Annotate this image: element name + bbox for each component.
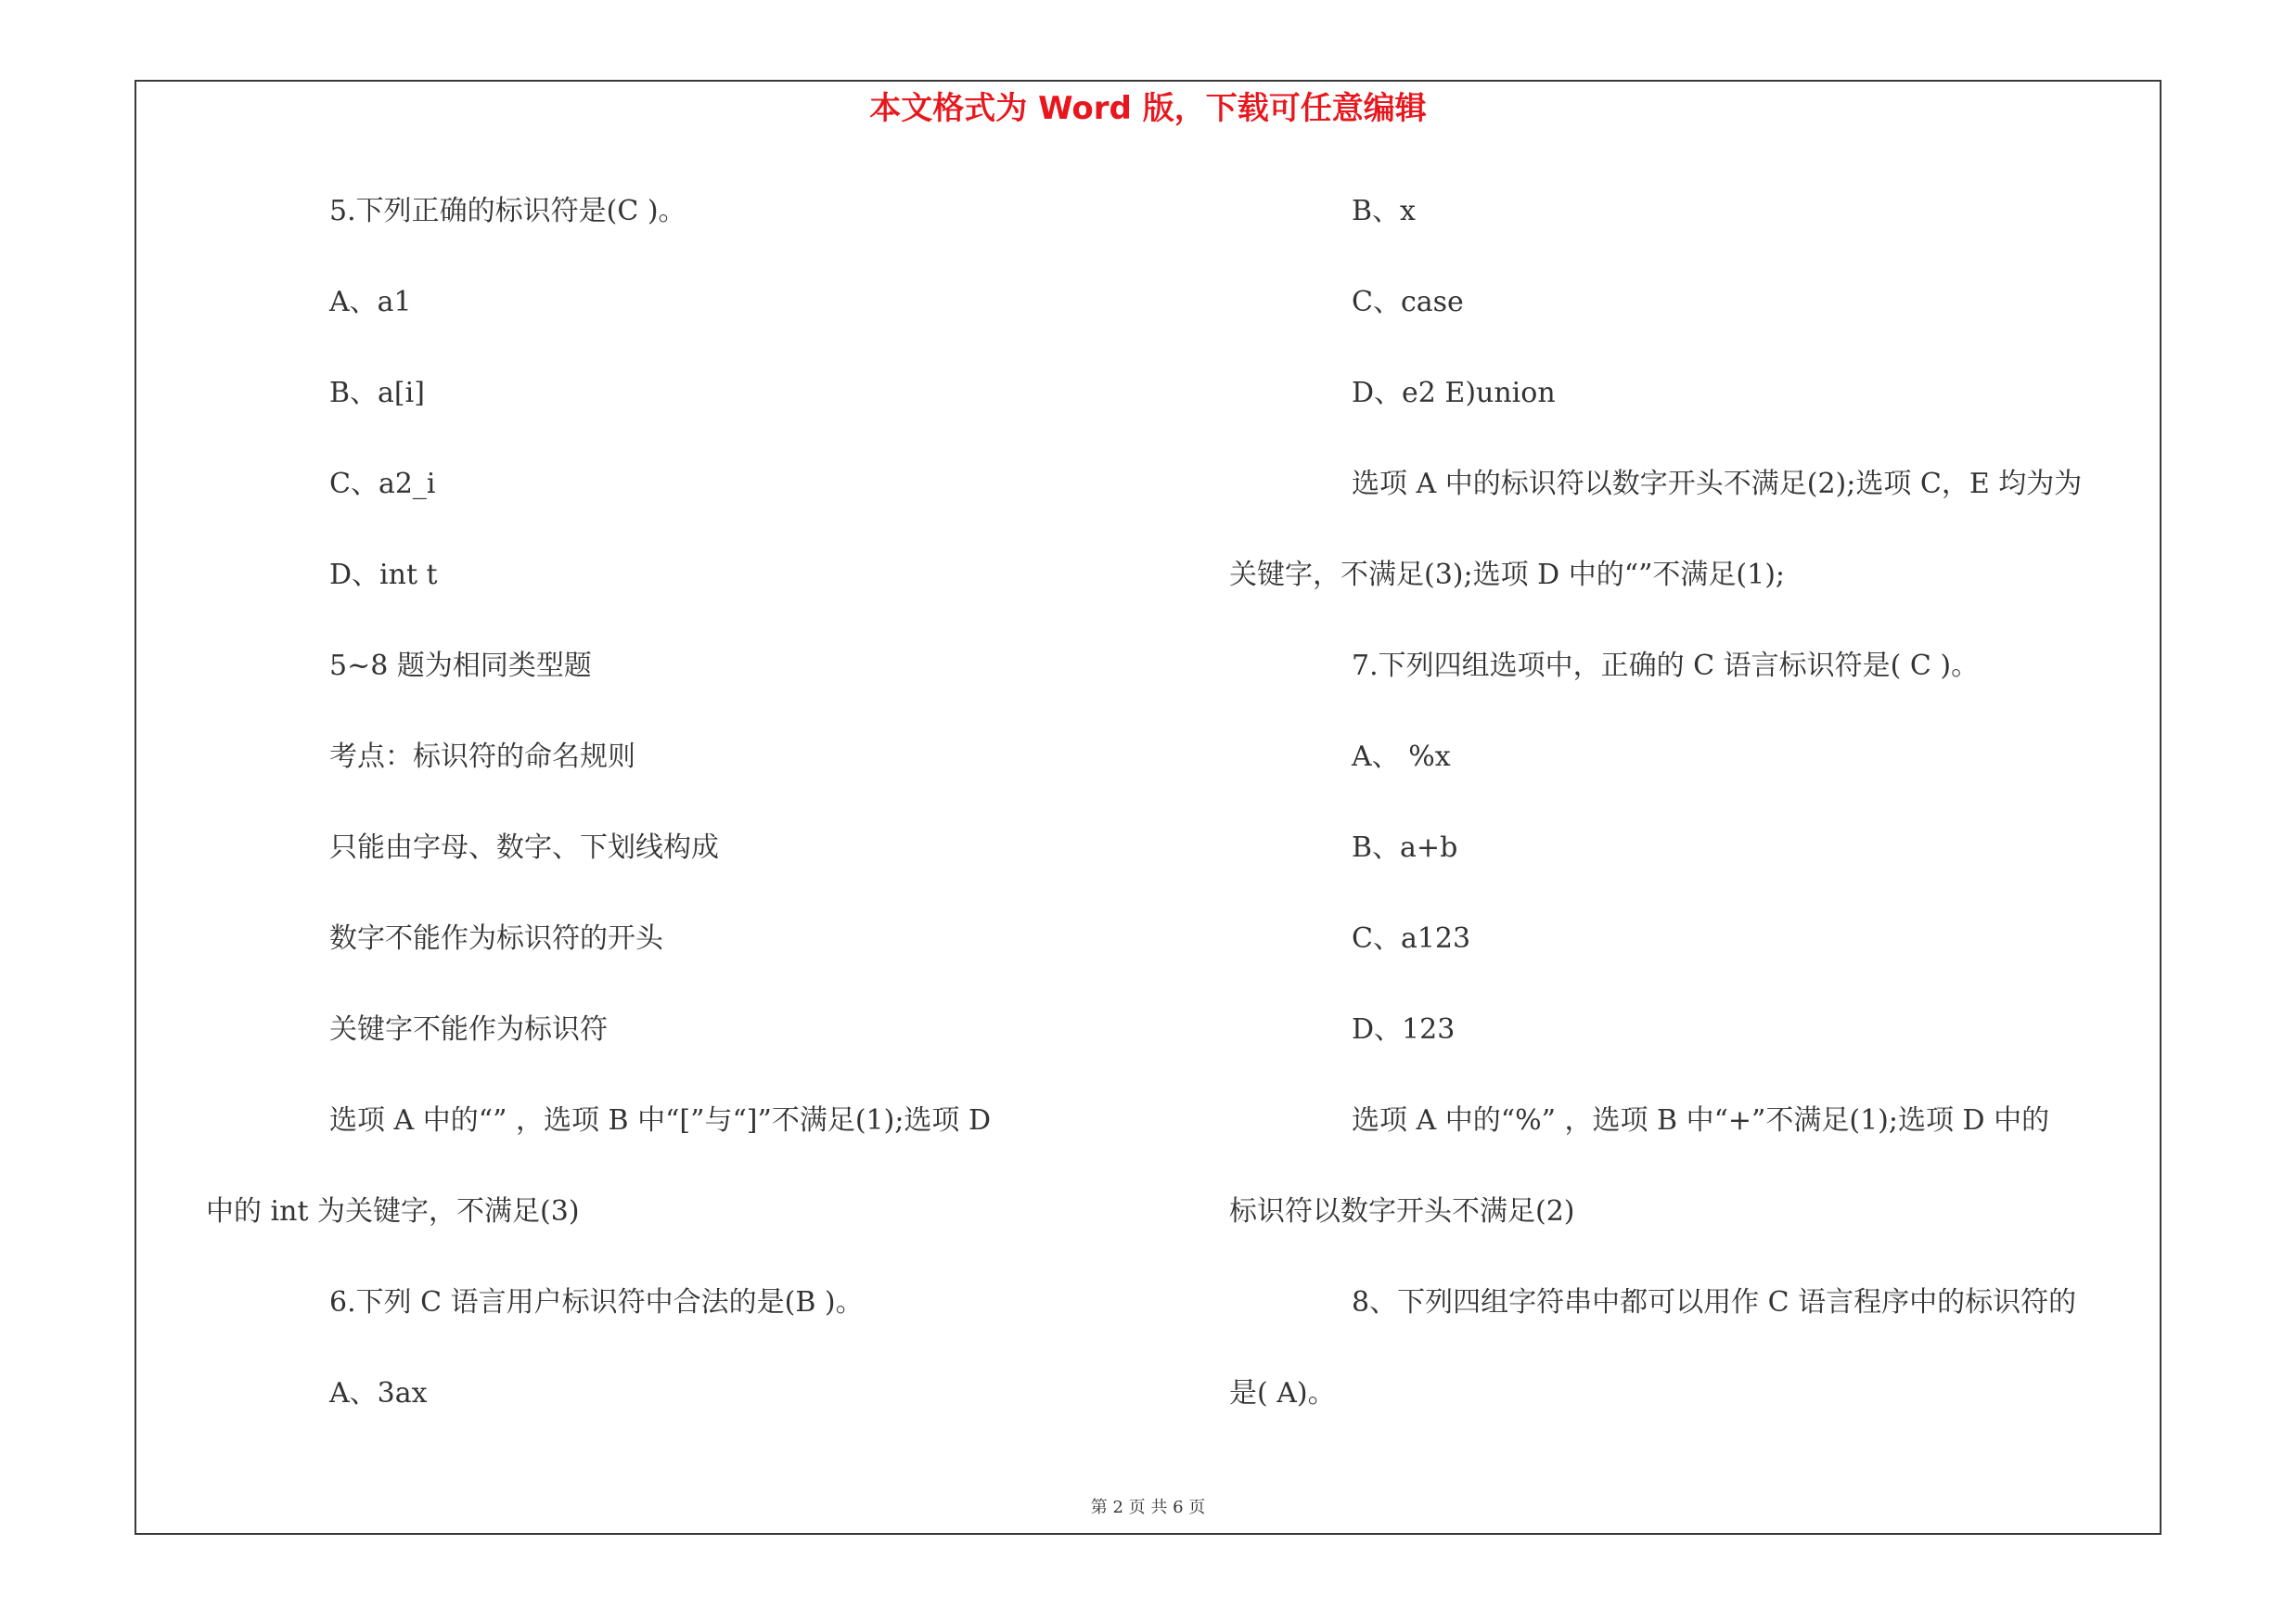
rule-line-3: 关键字不能作为标识符 <box>329 1013 608 1046</box>
topic-line: 考点：标识符的命名规则 <box>329 741 635 773</box>
question-6-explanation-cont: 关键字，不满足(3);选项 D 中的“”不满足(1); <box>1229 559 1786 591</box>
question-5-explanation-cont: 中的 int 为关键字，不满足(3) <box>206 1195 580 1228</box>
question-7-option-b: B、a+b <box>1352 831 1458 864</box>
question-5-option-a: A、a1 <box>329 286 412 318</box>
question-6-option-c: C、case <box>1352 286 1464 318</box>
question-7-explanation: 选项 A 中的“%” ，选项 B 中“+”不满足(1);选项 D 中的 <box>1352 1104 2050 1137</box>
question-7-stem: 7.下列四组选项中，正确的 C 语言标识符是( C )。 <box>1352 650 1980 682</box>
question-7-option-d: D、123 <box>1352 1013 1456 1046</box>
question-6-option-a: A、3ax <box>329 1377 428 1410</box>
question-5-option-b: B、a[i] <box>329 377 425 409</box>
question-5-explanation: 选项 A 中的“” ，选项 B 中“[”与“]”不满足(1);选项 D <box>329 1104 992 1137</box>
question-6-option-d: D、e2 E)union <box>1352 377 1556 409</box>
question-6-option-b: B、x <box>1352 195 1416 227</box>
rule-line-1: 只能由字母、数字、下划线构成 <box>329 831 719 864</box>
question-7-explanation-cont: 标识符以数字开头不满足(2) <box>1229 1195 1575 1228</box>
question-5-option-d: D、int t <box>329 559 438 591</box>
question-group-note: 5~8 题为相同类型题 <box>329 650 592 682</box>
question-8-stem: 8、下列四组字符串中都可以用作 C 语言程序中的标识符的 <box>1352 1286 2077 1319</box>
question-7-option-c: C、a123 <box>1352 922 1471 955</box>
header-banner: 本文格式为 Word 版，下载可任意编辑 <box>869 90 1427 127</box>
question-8-stem-cont: 是( A)。 <box>1229 1377 1336 1410</box>
question-5-stem: 5.下列正确的标识符是(C )。 <box>329 195 686 227</box>
page-number-footer: 第 2 页 共 6 页 <box>1090 1498 1206 1517</box>
question-5-option-c: C、a2_i <box>329 468 436 500</box>
question-6-stem: 6.下列 C 语言用户标识符中合法的是(B )。 <box>329 1286 864 1319</box>
question-6-explanation: 选项 A 中的标识符以数字开头不满足(2);选项 C，E 均为为 <box>1352 468 2083 500</box>
rule-line-2: 数字不能作为标识符的开头 <box>329 922 663 955</box>
question-7-option-a: A、 %x <box>1352 741 1451 773</box>
